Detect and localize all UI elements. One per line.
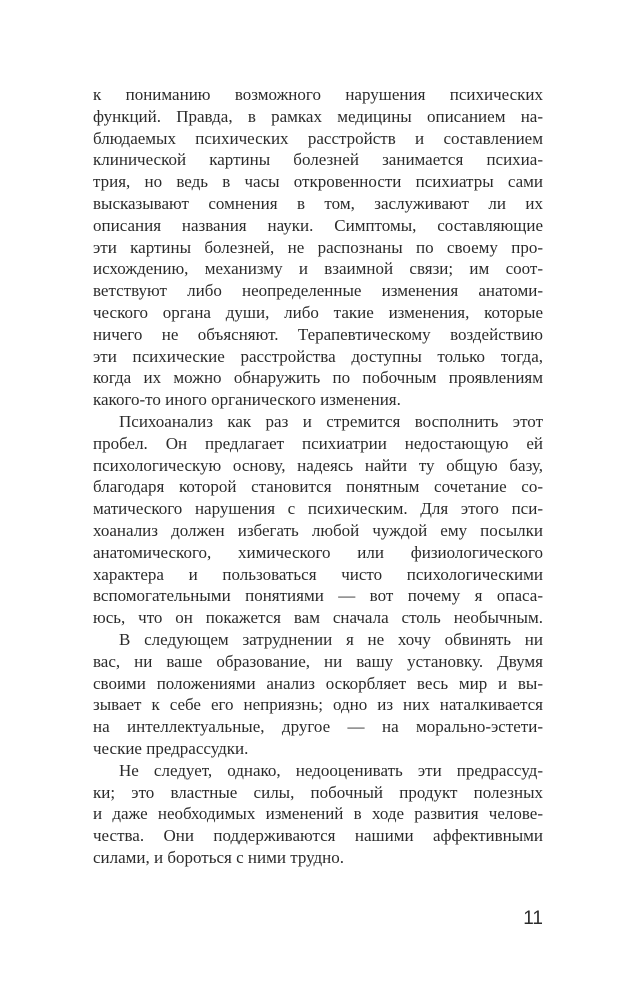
text-line: благодаря которой становится понятным сочетание со- [93, 477, 543, 497]
text-line: хоанализ должен избегать любой чуждой ему посылки [93, 520, 543, 540]
text-line: психологическую основу, надеясь найти ту общую базу, [93, 455, 543, 475]
text-line: блюдаемых психических расстройств и составлением [93, 128, 543, 148]
text-line: чества. Они поддерживаются нашими аффективными [93, 826, 543, 846]
text-line: своими положениями анализ оскорбляет весь мир и вы- [93, 673, 543, 693]
text-line: ветствуют либо неопределенные изменения анатоми- [93, 281, 543, 301]
text-line: какого-то иного органического изменения. [93, 390, 401, 410]
body-text [93, 84, 543, 869]
text-line: характера и пользоваться чисто психологическими [93, 564, 543, 584]
text-line: когда их можно обнаружить по побочным проявлениям [93, 368, 543, 388]
text-line: ки; это властные силы, побочный продукт полезных [93, 782, 543, 802]
text-line: на интеллектуальные, другое — на морально-эстети- [93, 717, 543, 737]
text-line: Не следует, однако, недооценивать эти предрассуд- [119, 760, 543, 780]
text-line: эти психические расстройства доступны только тогда, [93, 346, 543, 366]
text-line: юсь, что он покажется вам сначала столь необычным. [93, 608, 543, 628]
text-line: В следующем затруднении я не хочу обвинять ни [119, 629, 543, 649]
text-line: к пониманию возможного нарушения психических [93, 85, 543, 104]
text-line: и даже необходимых изменений в ходе развития челове- [93, 804, 543, 824]
text-line: пробел. Он предлагает психиатрии недостающую ей [93, 433, 543, 453]
text-line: силами, и бороться с ними трудно. [93, 847, 345, 867]
text-line: ческого органа души, либо такие изменения, которые [93, 302, 543, 322]
text-line: ческие предрассудки. [93, 738, 249, 758]
page-number: 11 [523, 908, 543, 929]
text-line: ничего не объясняют. Терапевтическому воздействию [93, 324, 543, 344]
text-line: функций. Правда, в рамках медицины описанием на- [93, 106, 543, 126]
text-line: эти картины болезней, не распознаны по своему про- [93, 237, 543, 257]
text-line: исхождению, механизму и взаимной связи; им соот- [93, 259, 543, 279]
text-line: зывает к себе его неприязнь; одно из них наталкивается [93, 695, 543, 715]
text-line: описания названия науки. Симптомы, составляющие [93, 215, 543, 235]
text-line: матического нарушения с психическим. Для этого пси- [93, 499, 543, 519]
text-line: вспомогательными понятиями — вот почему я опаса- [93, 586, 543, 606]
text-line: анатомического, химического или физиологического [93, 542, 543, 562]
text-line: вас, ни ваше образование, ни вашу установку. Двумя [93, 651, 543, 671]
text-line: клинической картины болезней занимается психиа- [93, 150, 543, 170]
text-line: высказывают сомнения в том, заслуживают ли их [93, 193, 543, 213]
text-line: Психоанализ как раз и стремится восполнить этот [119, 411, 543, 431]
text-line: трия, но ведь в часы откровенности психиатры сами [93, 172, 543, 192]
